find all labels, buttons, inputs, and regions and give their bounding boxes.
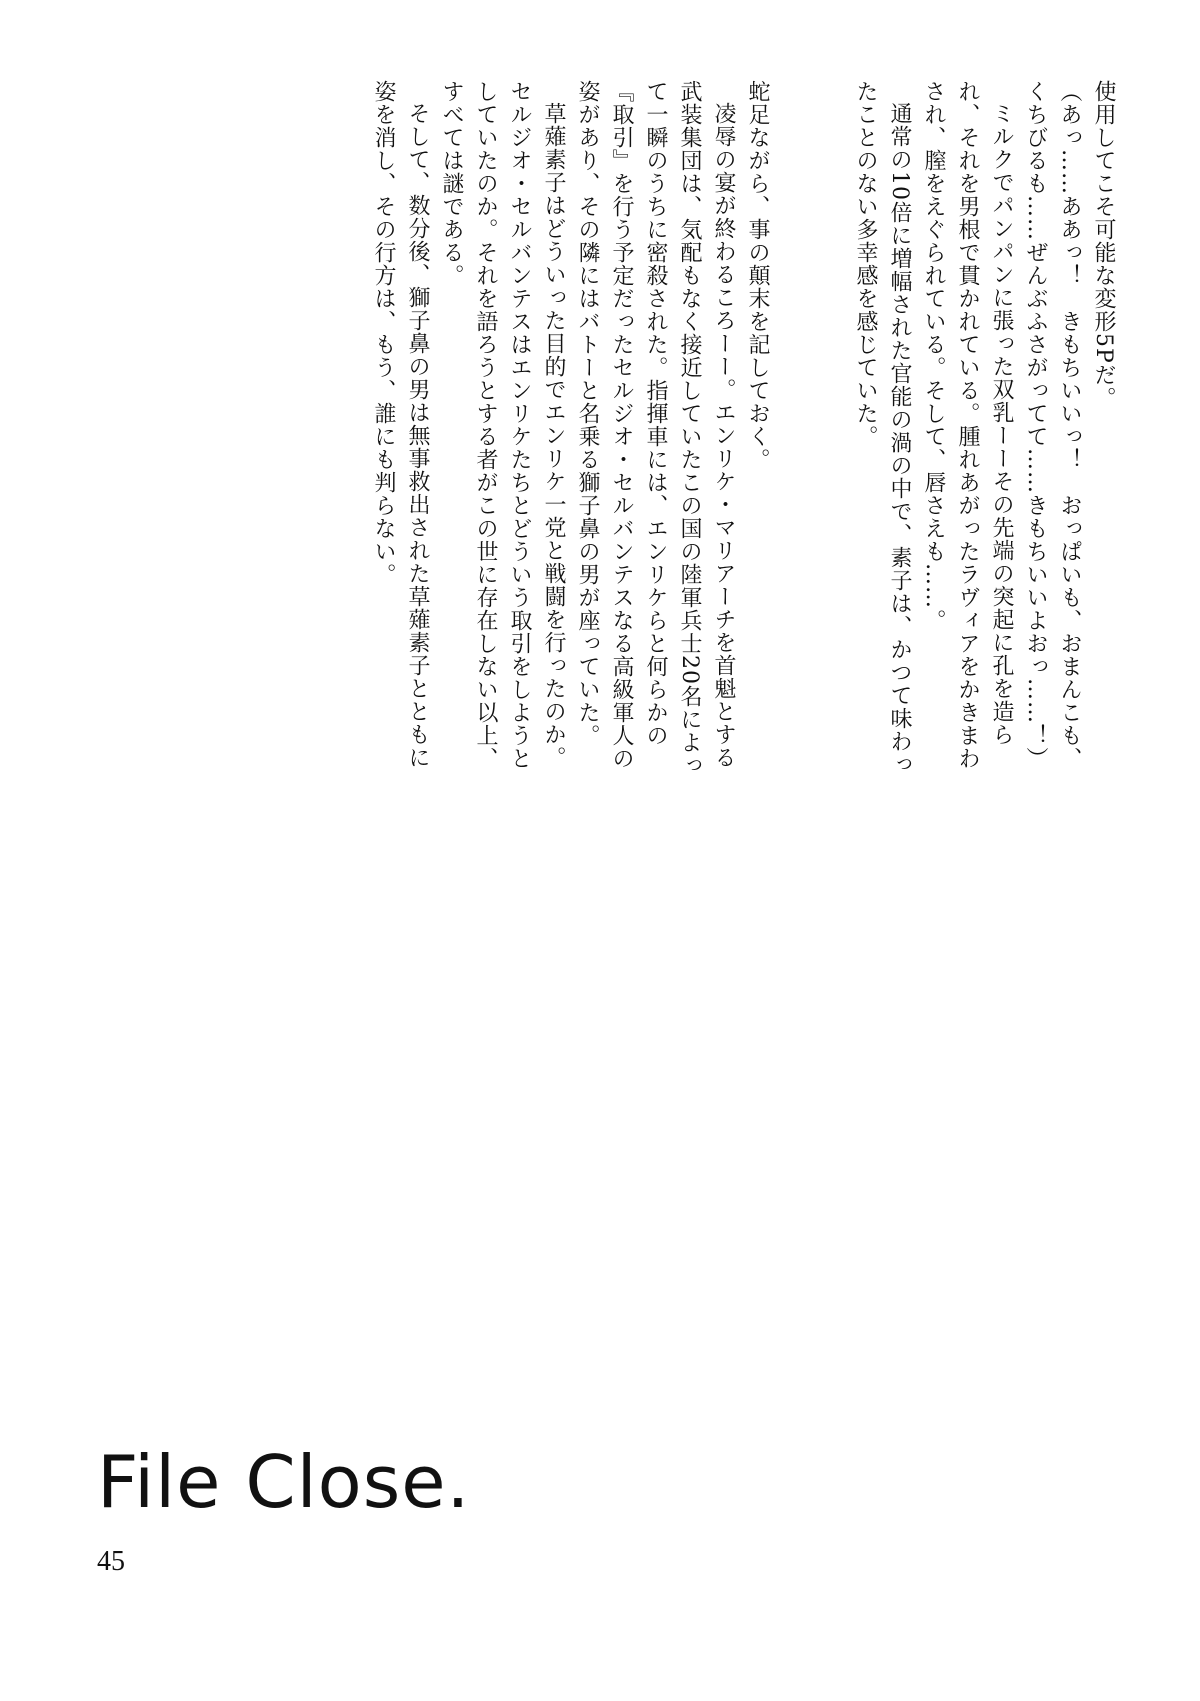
file-close-stamp: File Close. (97, 1440, 471, 1524)
paragraph-3: ミルクでパンパンに張った双乳ーーその先端の突起に孔を造られ、それを男根で貫かれている。腫れあがったラヴィアをかきまわされ、膣をえぐられている。そして、唇さえも……。 (921, 80, 1014, 770)
paragraph-1: 使用してこそ可能な変形5Pだ。 (1091, 80, 1116, 410)
paragraph-7: 草薙素子はどういった目的でエンリケ一党と戦闘を行ったのか。セルジオ・セルバンテスはエンリケたちとどういう取引をしようとしていたのか。それを語ろうとする者がこの世に存在しない以上、すべては謎である。 (439, 80, 566, 770)
paragraph-6: 凌辱の宴が終わるころーー。エンリケ・マリアーチを首魁とする武装集団は、気配もなく接近していたこの国の陸軍兵士20名によって一瞬のうちに密殺された。指揮車には、エンリケらと何らかの『取引』を行う予定だったセルジオ・セルバンテスなる高級軍人の姿があり、その隣にはバトーと名乗る獅子鼻の男が座っていた。 (575, 80, 736, 777)
paragraph-5: 蛇足ながら、事の顛末を記しておく。 (745, 80, 770, 471)
vertical-body-text (80, 80, 1120, 790)
paragraph-4: 通常の10倍に増幅された官能の渦の中で、素子は、かつて味わったことのない多幸感を感じていた。 (853, 80, 912, 776)
paragraph-2: （あっ……ああっ！ きもちいいっ！ おっぱいも、おまんこも、くちびるも……ぜんぶふさがってて……きもちいいよおっ……！） (1023, 80, 1082, 770)
page-number: 45 (97, 1546, 125, 1577)
section-break (774, 80, 848, 790)
paragraph-8: そして、数分後、獅子鼻の男は無事救出された草薙素子とともに姿を消し、その行方は、もう、誰にも判らない。 (371, 80, 430, 769)
